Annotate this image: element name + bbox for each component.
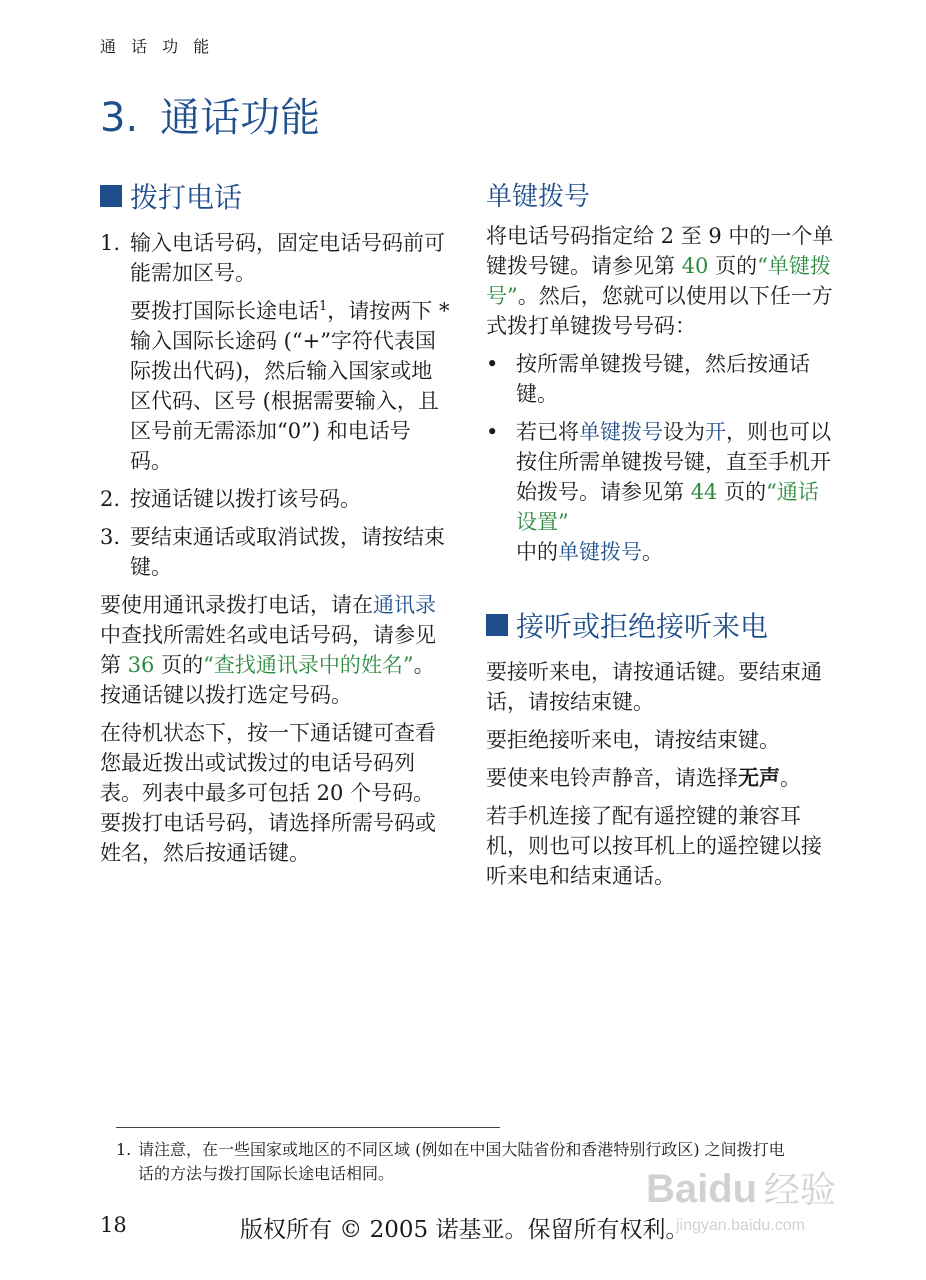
bullet-icon: • bbox=[486, 420, 499, 444]
page-ref[interactable]: 40 bbox=[681, 254, 709, 278]
list-marker: 1. bbox=[100, 231, 121, 255]
page-ref[interactable]: 36 bbox=[127, 653, 155, 677]
mute-paragraph: 要使来电铃声静音，请选择无声。 bbox=[486, 765, 801, 790]
chapter-number: 3. bbox=[100, 95, 139, 141]
page-number: 18 bbox=[100, 1213, 127, 1237]
link-contacts[interactable]: 通讯录 bbox=[373, 593, 436, 617]
link-speed-dial[interactable]: “单键拨号” bbox=[486, 254, 831, 308]
list-item bbox=[100, 484, 450, 514]
running-head: 通 话 功 能 bbox=[100, 37, 215, 56]
copyright-notice: 版权所有 © 2005 诺基亚。保留所有权利。 bbox=[240, 1217, 689, 1243]
list-item-text: 按通话键以拨打该号码。 bbox=[130, 487, 361, 511]
list-item-text: 输入电话号码，固定电话号码前可能需加区号。 bbox=[130, 231, 445, 285]
watermark-cn-text: 经验 bbox=[764, 1170, 837, 1211]
footnote-marker: 1. bbox=[116, 1140, 132, 1159]
link-find-contact[interactable]: “查找通讯录中的姓名” bbox=[203, 653, 414, 677]
chapter-title bbox=[100, 86, 320, 143]
watermark-url: jingyan.baidu.com bbox=[676, 1217, 805, 1234]
watermark-logo-text: Baidu bbox=[646, 1167, 758, 1211]
right-column bbox=[486, 176, 836, 899]
list-item bbox=[100, 522, 450, 582]
bullet-text: 按所需单键拨号键，然后按通话键。 bbox=[516, 352, 810, 406]
footnote-ref: 1 bbox=[319, 299, 328, 314]
link-on-setting[interactable]: 开 bbox=[705, 420, 726, 444]
silent-option: 无声 bbox=[738, 765, 780, 790]
reject-paragraph: 要拒绝接听来电，请按结束键。 bbox=[486, 728, 780, 752]
link-speed-dial-item[interactable]: 单键拨号 bbox=[558, 540, 642, 564]
international-call-note: 要拨打国际长途电话$^1$，请按两下 * 输入国际长途码 (“+”字符代表国际拨出代码)，然后输入国家或地区代码、区号 (根据需要输入，且区号前无需添加“0”) 和电话号码。 bbox=[130, 299, 450, 473]
section-square-icon bbox=[486, 614, 508, 636]
bullet-text: 若已将单键拨号设为开，则也可以按住所需单键拨号键，直至手机开始拨号。请参见第 44 页的“通话设置” 中的单键拨号。 bbox=[516, 420, 831, 564]
speed-dial-paragraph: 将电话号码指定给 2 至 9 中的一个单键拨号键。请参见第 40 页的“单键拨号”。然后，您就可以使用以下任一方式拨打单键拨号号码： bbox=[486, 224, 834, 338]
bullet-item bbox=[486, 349, 836, 409]
section-square-icon bbox=[100, 185, 122, 207]
standby-paragraph: 在待机状态下，按一下通话键可查看您最近拨出或试拨过的电话号码列表。列表中最多可包括 20 个号码。要拨打电话号码，请选择所需号码或姓名，然后按通话键。 bbox=[100, 721, 436, 865]
list-item-text: 要结束通话或取消试拨，请按结束键。 bbox=[130, 525, 445, 579]
answer-paragraph: 要接听来电，请按通话键。要结束通话，请按结束键。 bbox=[486, 660, 822, 714]
list-marker: 3. bbox=[100, 525, 121, 549]
headset-paragraph: 若手机连接了配有遥控键的兼容耳机，则也可以按耳机上的遥控键以接听来电和结束通话。 bbox=[486, 804, 822, 888]
link-call-settings[interactable]: “通话设置” bbox=[516, 480, 819, 534]
bullet-icon: • bbox=[486, 352, 499, 376]
section-heading-text: 拨打电话 bbox=[130, 181, 243, 214]
contacts-paragraph: 要使用通讯录拨打电话，请在通讯录中查找所需姓名或电话号码，请参见第 36 页的“查找通讯录中的姓名”。按通话键以拨打选定号码。 bbox=[100, 593, 436, 707]
footnote-text: 请注意，在一些国家或地区的不同区域 (例如在中国大陆省份和香港特别行政区) 之间拨打电话的方法与拨打国际长途电话相同。 bbox=[138, 1140, 785, 1183]
left-column bbox=[100, 176, 450, 876]
bullet-item bbox=[486, 417, 836, 567]
chapter-title-text: 通话功能 bbox=[160, 95, 321, 141]
list-item bbox=[100, 228, 450, 476]
sub-heading-speed-dial: 单键拨号 bbox=[486, 182, 591, 212]
section-heading-make-call bbox=[100, 176, 450, 216]
section-heading-text: 接听或拒绝接听来电 bbox=[516, 610, 769, 643]
page-ref[interactable]: 44 bbox=[690, 480, 718, 504]
section-heading-answer-call bbox=[486, 605, 836, 645]
baidu-watermark-logo bbox=[640, 1158, 880, 1238]
footnote-divider bbox=[116, 1127, 500, 1128]
link-speed-dial-setting[interactable]: 单键拨号 bbox=[579, 420, 663, 444]
list-marker: 2. bbox=[100, 487, 121, 511]
